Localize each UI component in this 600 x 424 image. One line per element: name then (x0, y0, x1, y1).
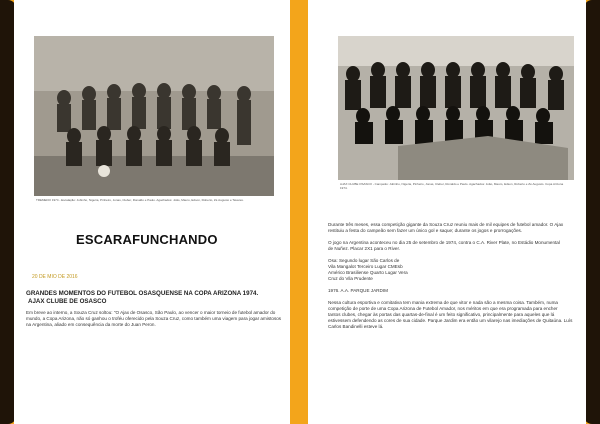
result-line: Cruz do Vila Prudente (328, 276, 373, 281)
right-dark-border (584, 0, 600, 424)
paragraph-2-line: O jogo na Argentina aconteceu no dia 25 de setembro de 1974, contra o C.A. River Plate, no Estádio Monumental (328, 240, 560, 245)
body-line: mundo, a Copa Arizona, não só ganhou o troféu oferecido pela Souza Cruz, como também uma viagem para jogar amistosos (26, 316, 282, 321)
paragraph-3-line: competição de porte de uma Copa Arizona de Futebol Amador, nos méritos em que era programada para encher (328, 306, 558, 311)
team-photo-right[interactable] (338, 36, 574, 180)
article-title-line-2: AJAX CLUBE DE OSASCO (28, 298, 107, 305)
body-line: na Argentina, aliado em consequência da morte do Juan Peron. (26, 322, 156, 327)
photo-caption-left: TREMEDO 1974 - Escalação: Jubinho, Nigeria, Pinheiro, Jonas, Cleber, Ronaldo e Paulo. Agachados: João, Mauro, Edson, Roberto, Zé Augusto e Tavares. (36, 198, 244, 202)
article-body-right (328, 222, 578, 330)
result-line: Osa: Segundo lugar São Carlos de (328, 258, 400, 263)
paragraph-3-line: Carlos Bandinelli esteve lá. (328, 324, 384, 329)
result-line: Américo Brasiliense Quarto Lugar Vera (328, 270, 408, 275)
paragraph-1-line: restituiu a festa do campeão sem fazer um único gol e saque; durante os jogos e prorrogações. (328, 228, 523, 233)
paragraph-3-line: tantos clubes, chegar às portas das quartas-de-final é um feito significativo, principalmente para aqueles que lá (328, 312, 555, 317)
blog-title: ESCARAFUNCHANDO (76, 232, 218, 247)
photo-caption-right: AJAX CLUBE OSASCO - Campeão: Jubinho, Nigeria, Pinheiro, Jonas, Cleber, Ronaldo e Paulo. Agachados: João, Mauro, Edson, Roberto e Zé Augusto. Copa Arizona 1974. (340, 182, 564, 190)
result-line: Vila Mangalot Terceiro Lugar CMEsb (328, 264, 403, 269)
article-body-left (26, 310, 288, 328)
paragraph-2-line: de Nuñez. Placar 2X1 para o River. (328, 246, 401, 251)
team-photo-right-image (338, 36, 574, 180)
right-page (308, 0, 586, 424)
paragraph-3-line: estivessem defendendo as cores de sua cidade. Parque Jardim era então um vilarejo nas imediações de Quitaúna. Luís (328, 318, 573, 323)
article-title-line-1: GRANDES MOMENTOS DO FUTEBOL OSASQUENSE NA COPA ARIZONA 1974. (26, 290, 259, 297)
section-heading: 1976. A.A. PARQUE JARDIM (328, 288, 388, 293)
team-photo-left-image (34, 36, 274, 196)
paragraph-3-line: Nessa cultura esportiva e comitativa tem mania extrema de que vitor e nada são a mesma coisa. Também, numa (328, 300, 558, 305)
left-page (14, 0, 290, 424)
article-title (26, 290, 284, 306)
body-line: Em breve ao interno, a Souza Cruz soltou: "O Ajax de Osasco, São Paulo, ao vencer o maior torneio de futebol amador do (26, 310, 276, 315)
post-date: 20 DE MIO DE 2016 (32, 274, 78, 280)
paragraph-1-line: Durante três meses, essa competição gigante da Souza Cruz reuniu mais de mil equipes de futebol amador. O Ajax (328, 222, 564, 227)
team-photo-left[interactable] (34, 36, 274, 196)
